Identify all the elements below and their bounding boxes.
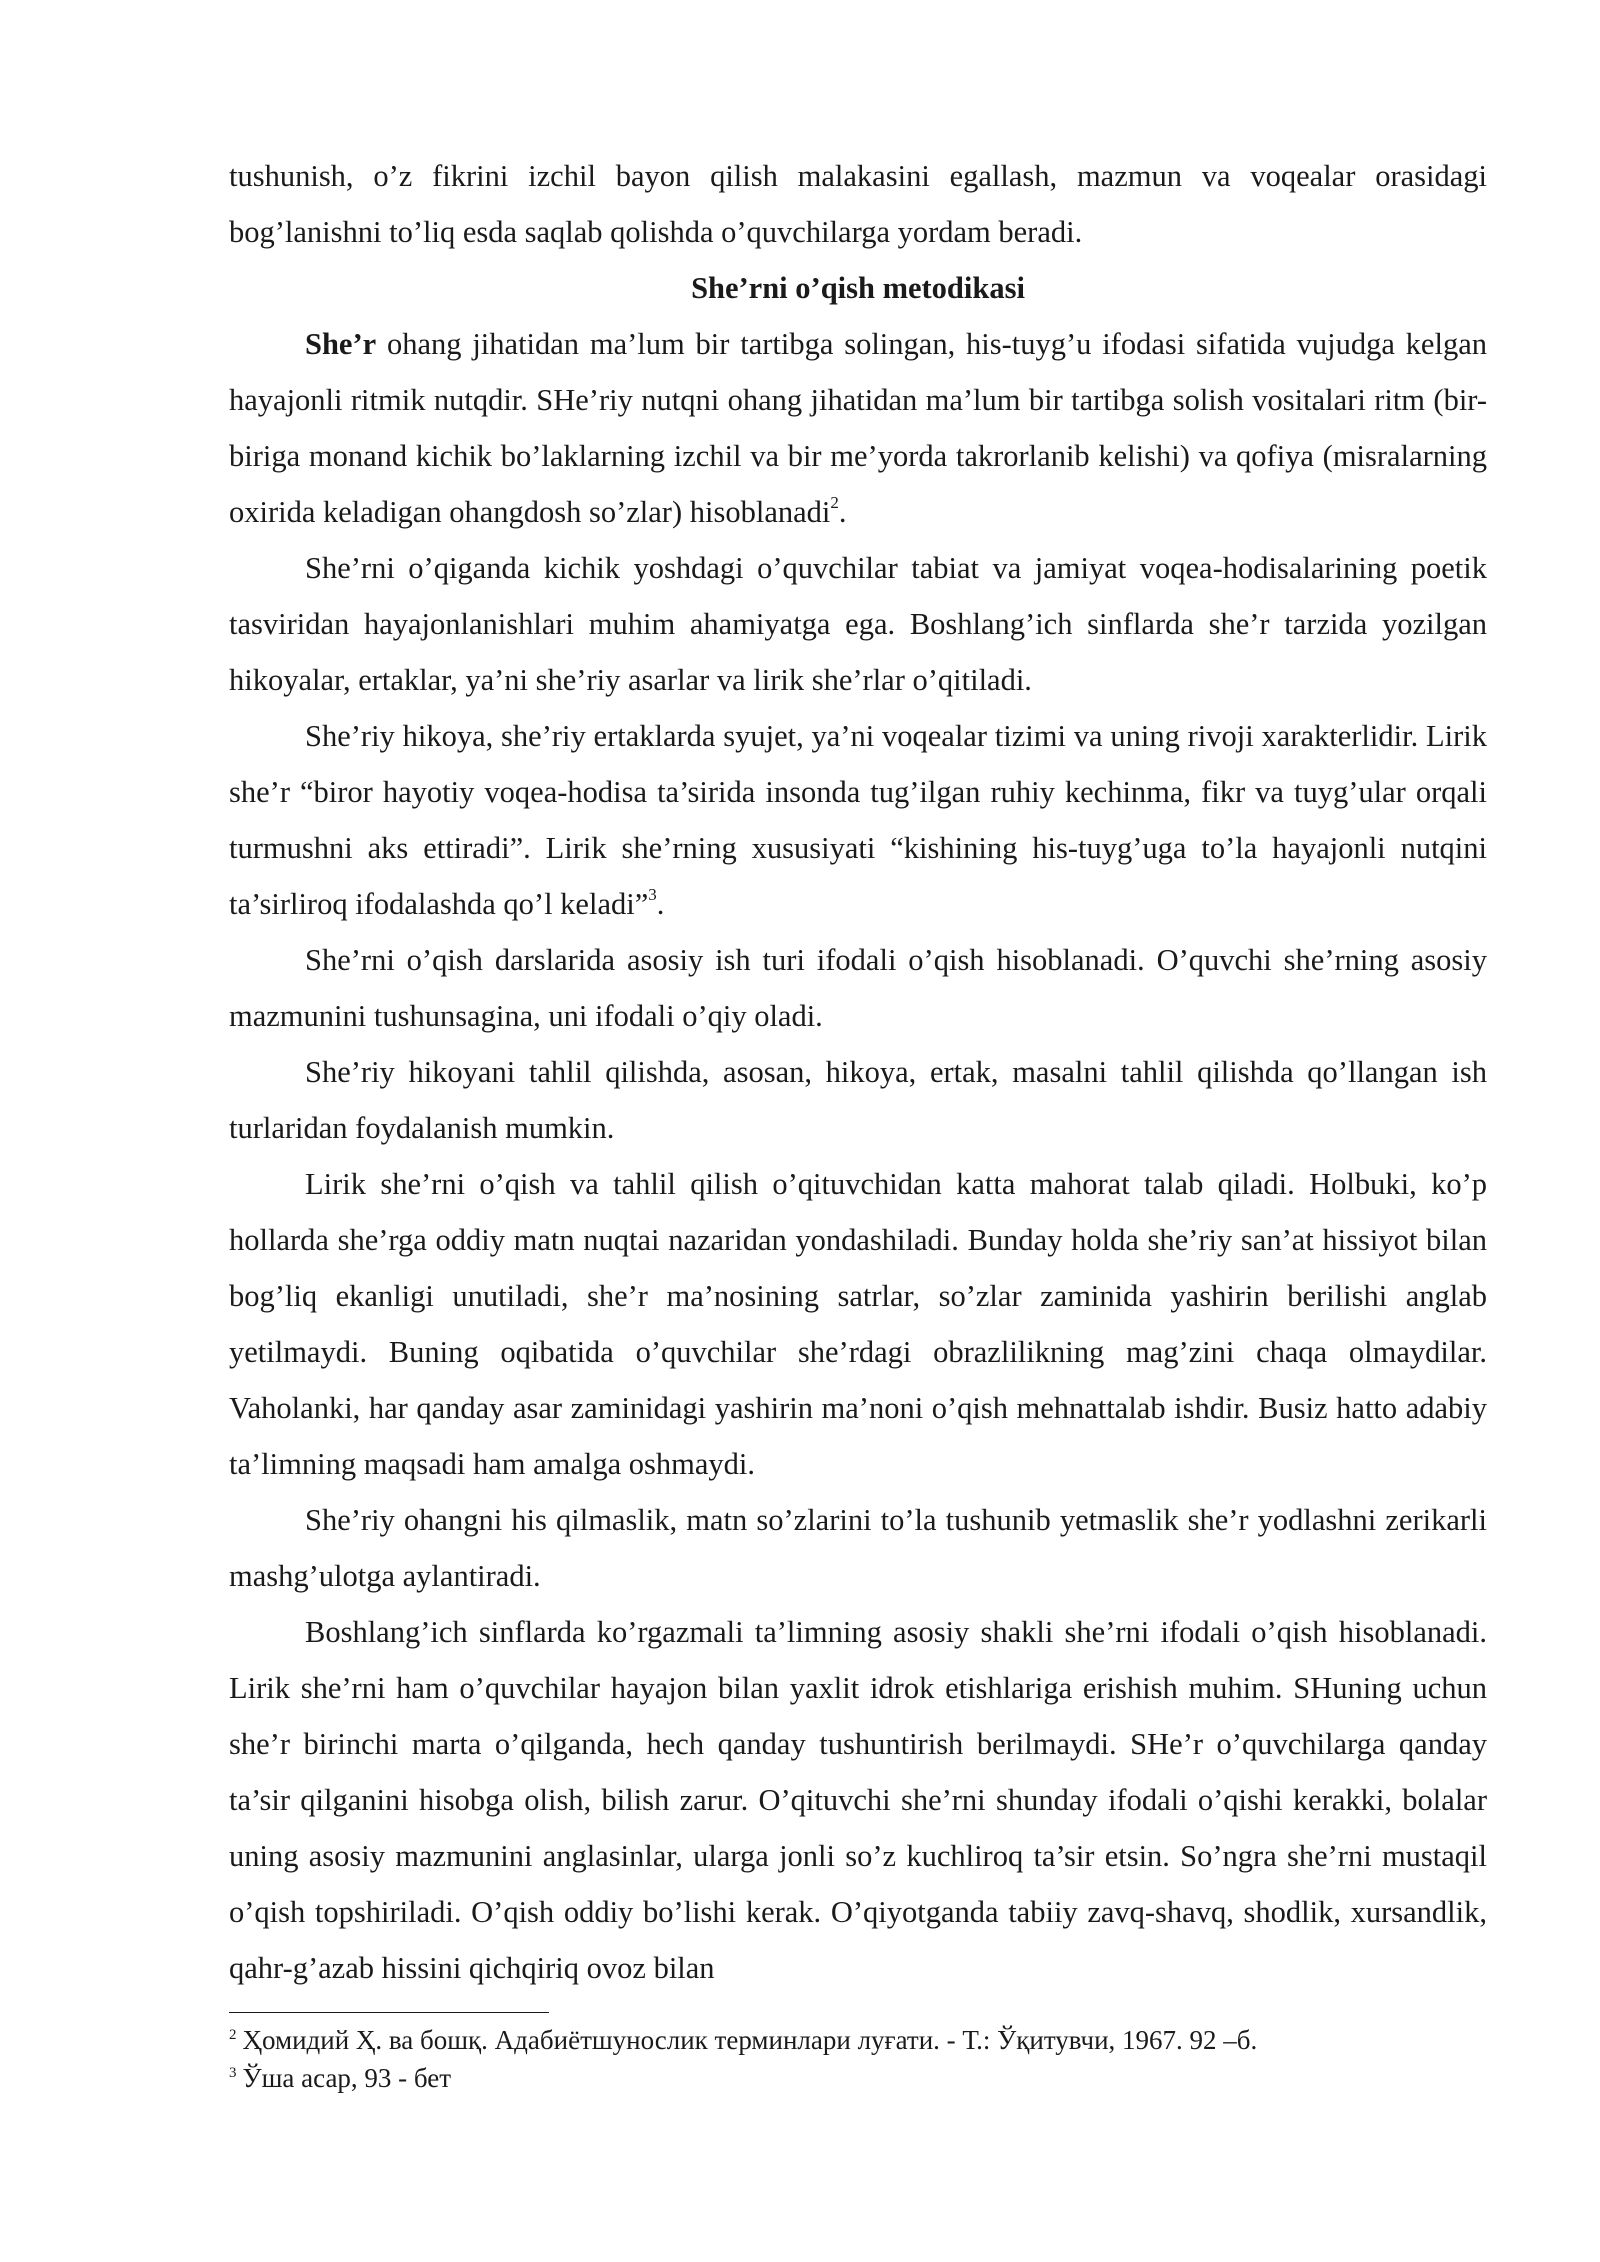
footnote-ref-3[interactable]: 3 bbox=[648, 885, 657, 904]
footnote-mark: 3 bbox=[229, 2065, 237, 2081]
section-heading: She’rni o’qish metodikasi bbox=[691, 271, 1025, 305]
footnote-ref-2[interactable]: 2 bbox=[830, 493, 839, 512]
footnote-text: Ҳомидий Ҳ. ва бошқ. Адабиётшунослик терминлари луғати. - Т.: Ўқитувчи, 1967. 92 –б. bbox=[242, 2025, 1258, 2055]
footnotes bbox=[229, 2012, 1487, 2097]
paragraph-sher-definition bbox=[229, 316, 1487, 540]
paragraph: Boshlang’ich sinflarda ko’rgazmali ta’limning asosiy shakli she’rni ifodali o’qish hisoblanadi. Lirik she’rni ham o’quvchilar hayajon bilan yaxlit idrok etishlariga erishish muhim. SHuning uchun she’r birinchi marta o’qilganda, hech qanday tushuntirish berilmaydi. SHe’r o’quvchilarga qanday ta’sir qilganini hisobga olish, bilish zarur. O’qituvchi she’rni shunday ifodali o’qishi kerakki, bolalar uning asosiy mazmunini anglasinlar, ularga jonli so’z kuchliroq ta’sir etsin. So’ngra she’rni mustaqil o’qish topshiriladi. O’qish oddiy bo’lishi kerak. O’qiyotganda tabiiy zavq-shavq, shodlik, xursandlik, qahr-g’azab hissini qichqiriq ovoz bilan bbox=[229, 1615, 1487, 1985]
term-bold: She’r bbox=[305, 327, 377, 361]
paragraph-text: ohang jihatidan ma’lum bir tartibga solingan, his-tuyg’u ifodasi sifatida vujudga kelgan hayajonli ritmik nutqdir. SHe’riy nutqni ohang jihatidan ma’lum bir tartibga solish vositalari ritm (bir-biriga monand kichik bo’laklarning izchil va bir me’yorda takrorlanib kelishi) va qofiya (misralarning oxirida keladigan ohangdosh so’zlar) hisoblanadi bbox=[229, 327, 1487, 529]
footnote-2 bbox=[229, 2021, 1487, 2059]
footnote-mark: 2 bbox=[229, 2027, 237, 2043]
document-body bbox=[229, 148, 1487, 1996]
footnote-separator bbox=[229, 2012, 549, 2013]
paragraph: She’riy hikoyani tahlil qilishda, asosan, hikoya, ertak, masalni tahlil qilishda qo’llangan ish turlaridan foydalanish mumkin. bbox=[229, 1055, 1487, 1145]
paragraph: Lirik she’rni o’qish va tahlil qilish o’qituvchidan katta mahorat talab qiladi. Holbuki, ko’p hollarda she’rga oddiy matn nuqtai nazaridan yondashiladi. Bunday holda she’riy san’at hissiyot bilan bog’liq ekanligi unutiladi, she’r ma’nosining satrlar, so’zlar zaminida yashirin berilishi anglab yetilmaydi. Buning oqibatida o’quvchilar she’rdagi obrazlilikning mag’zini chaqa olmaydilar. Vaholanki, har qanday asar zaminidagi yashirin ma’noni o’qish mehnattalab ishdir. Busiz hatto adabiy ta’limning maqsadi ham amalga oshmaydi. bbox=[229, 1167, 1487, 1481]
paragraph: She’rni o’qish darslarida asosiy ish turi ifodali o’qish hisoblanadi. O’quvchi she’rning asosiy mazmunini tushunsagina, uni ifodali o’qiy oladi. bbox=[229, 943, 1487, 1033]
footnote-text: Ўша асар, 93 - бет bbox=[242, 2063, 452, 2093]
footnote-3 bbox=[229, 2059, 1487, 2097]
paragraph-lirik bbox=[229, 708, 1487, 932]
paragraph-end: . bbox=[656, 887, 665, 921]
paragraph: She’rni o’qiganda kichik yoshdagi o’quvchilar tabiat va jamiyat voqea-hodisalarining poetik tasviridan hayajonlanishlari muhim ahamiyatga ega. Boshlang’ich sinflarda she’r tarzida yozilgan hikoyalar, ertaklar, ya’ni she’riy asarlar va lirik she’rlar o’qitiladi. bbox=[229, 551, 1487, 697]
paragraph: She’riy ohangni his qilmaslik, matn so’zlarini to’la tushunib yetmaslik she’r yodlashni zerikarli mashg’ulotga aylantiradi. bbox=[229, 1503, 1487, 1593]
paragraph-end: . bbox=[838, 495, 847, 529]
paragraph-continuation: tushunish, o’z fikrini izchil bayon qilish malakasini egallash, mazmun va voqealar orasidagi bog’lanishni to’liq esda saqlab qolishda o’quvchilarga yordam beradi. bbox=[229, 159, 1487, 249]
paragraph-text: She’riy hikoya, she’riy ertaklarda syujet, ya’ni voqealar tizimi va uning rivoji xarakterlidir. Lirik she’r “biror hayotiy voqea-hodisa ta’sirida insonda tug’ilgan ruhiy kechinma, fikr va tuyg’ular orqali turmushni aks ettiradi”. Lirik she’rning xususiyati “kishining his-tuyg’uga to’la hayajonli nutqini ta’sirliroq ifodalashda qo’l keladi” bbox=[229, 719, 1487, 921]
